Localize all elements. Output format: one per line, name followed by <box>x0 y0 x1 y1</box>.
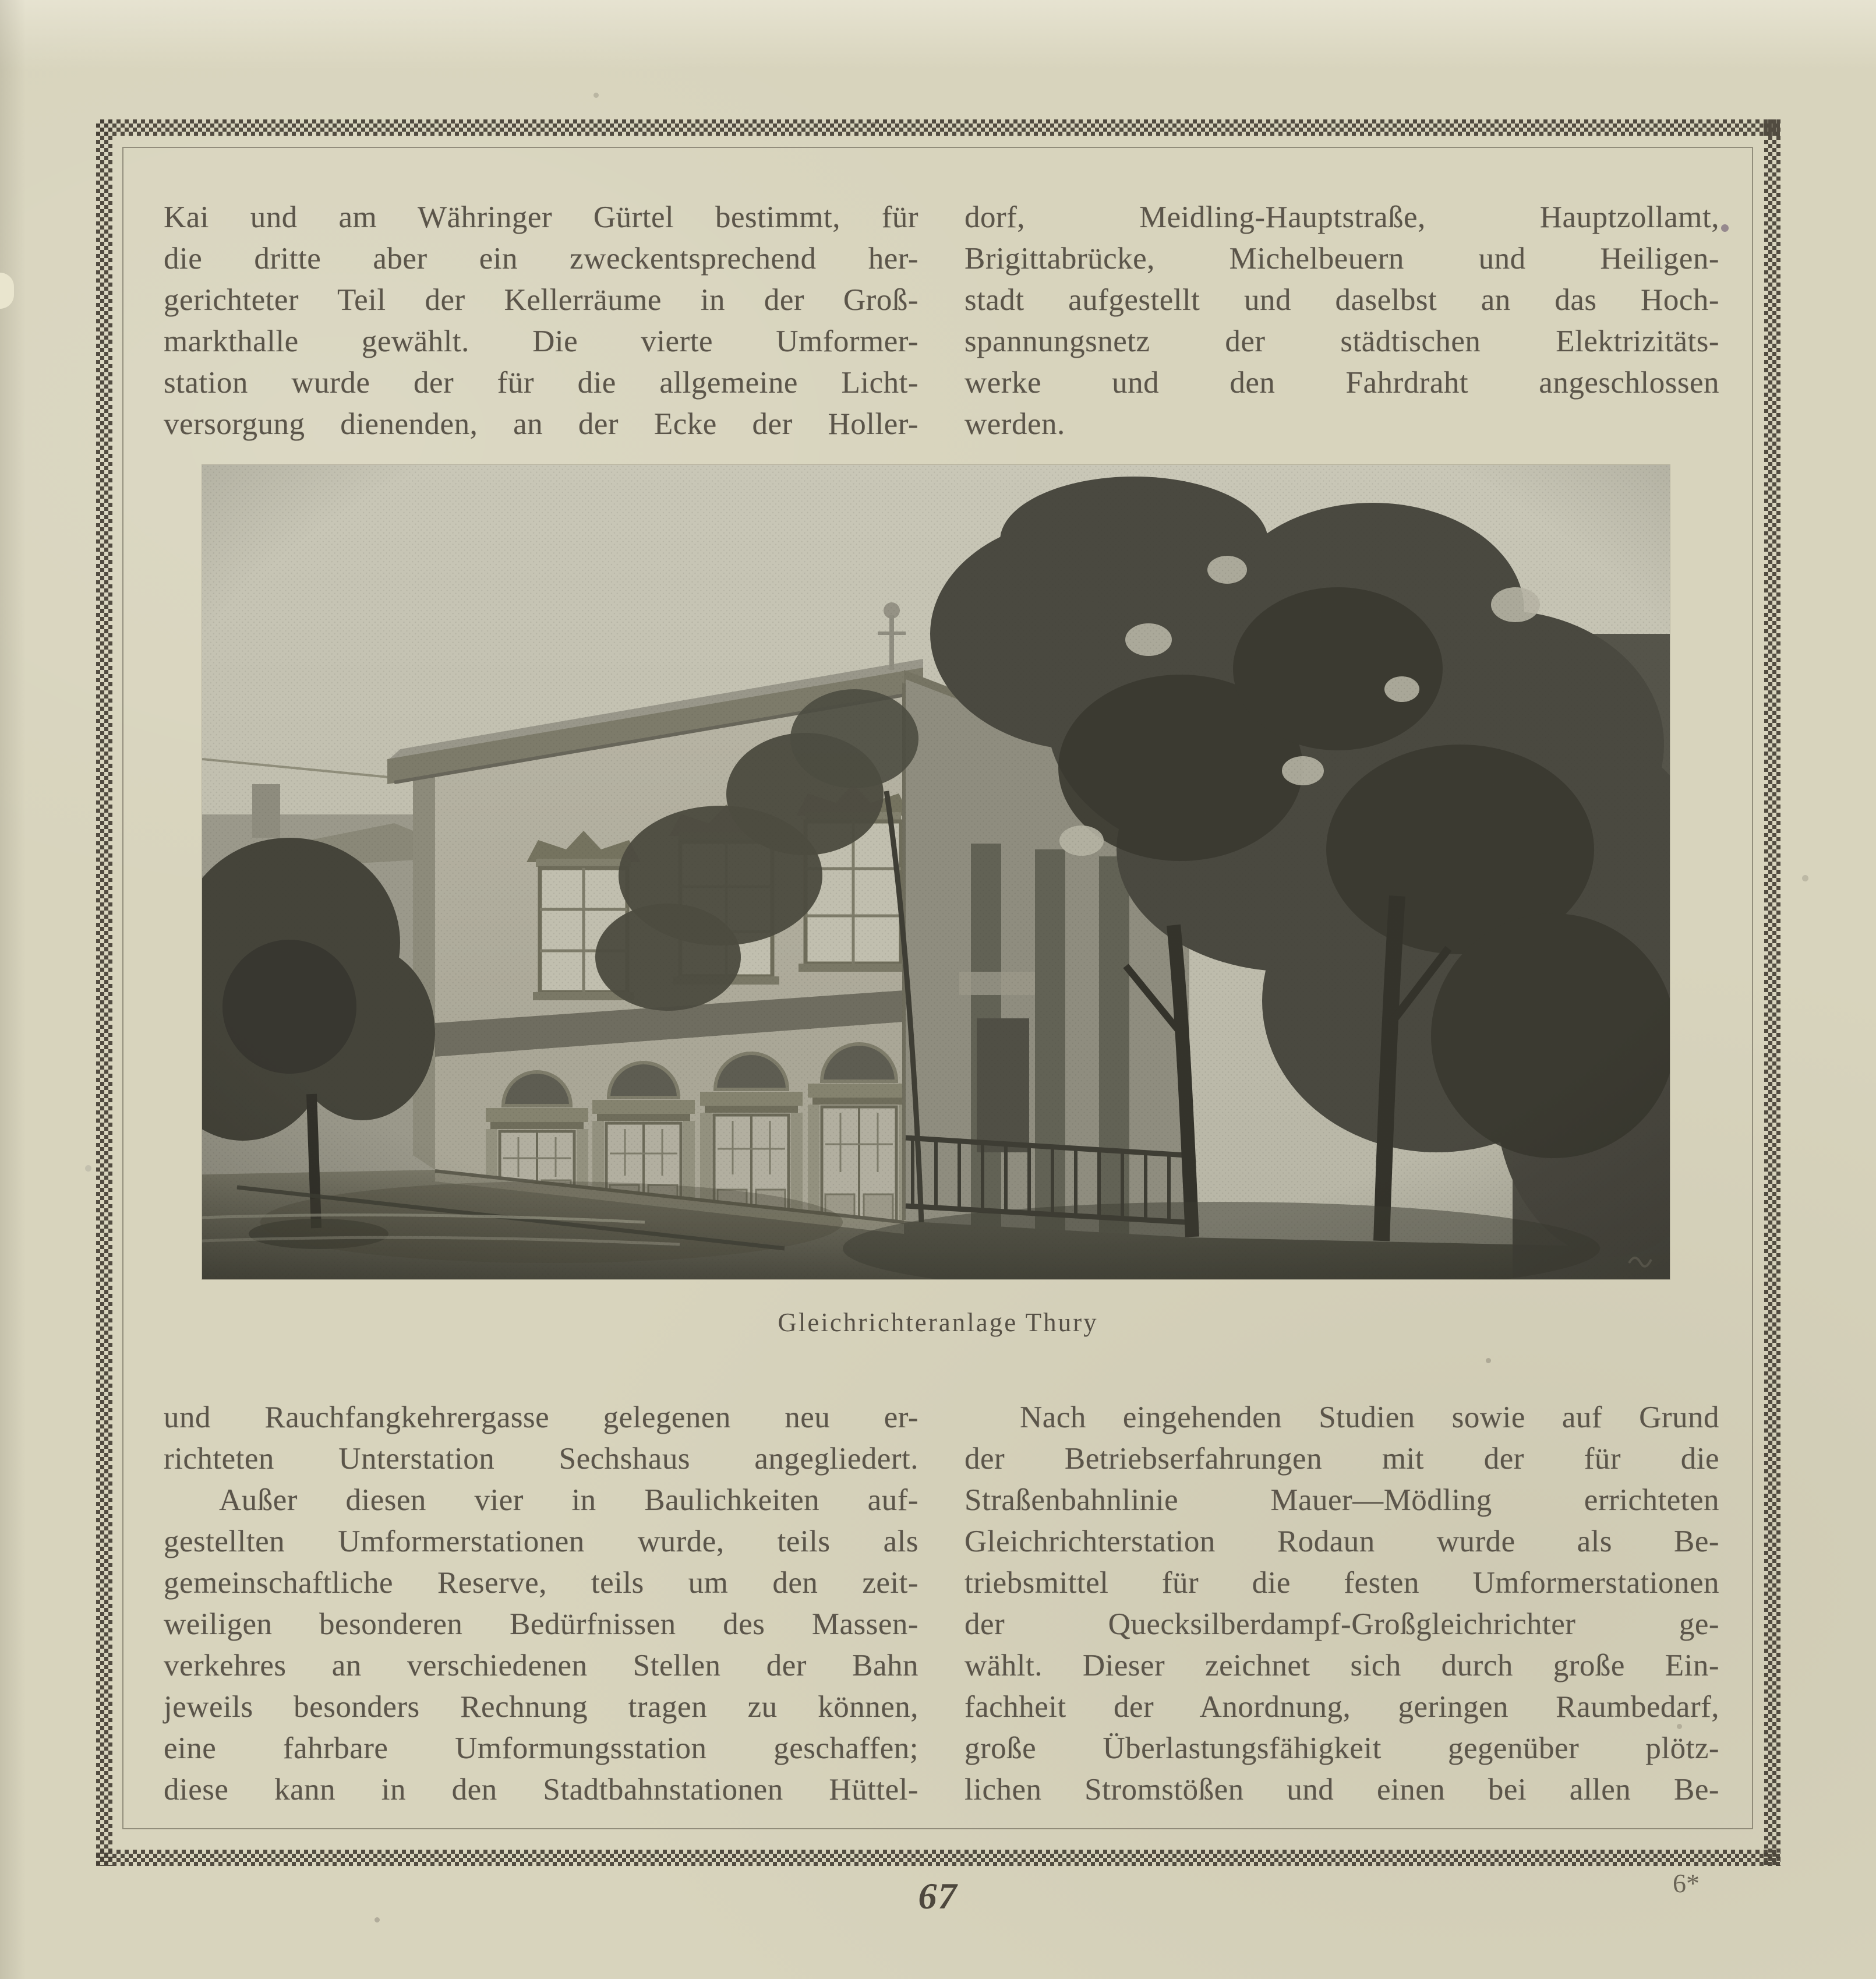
text-line: werke und den Fahrdraht angeschlossen <box>965 366 1719 400</box>
scan-specks <box>0 0 4 4</box>
text-line: richteten Unterstation Sechshaus angegliedert. <box>164 1442 918 1476</box>
text-line: triebsmittel für die festen Umformerstationen <box>965 1566 1719 1600</box>
text-line: jeweils besonders Rechnung tragen zu können, <box>164 1690 918 1724</box>
text-column-bottom-left <box>164 1397 918 1811</box>
text-line: der Betriebserfahrungen mit der für die <box>965 1442 1719 1476</box>
text-line: diese kann in den Stadtbahnstationen Hüttel- <box>164 1773 918 1807</box>
text-line: verkehres an verschiedenen Stellen der Bahn <box>164 1649 918 1682</box>
text-line: lichen Stromstößen und einen bei allen Be- <box>965 1773 1719 1807</box>
checkered-border-left <box>96 119 112 1866</box>
text-line: gerichteter Teil der Kellerräume in der Groß- <box>164 283 918 317</box>
figure-caption: Gleichrichteranlage Thury <box>778 1308 1098 1337</box>
text-column-top-left <box>164 197 918 445</box>
scan-light-band <box>0 0 1876 70</box>
photo-illustration <box>202 465 1670 1279</box>
page-number: 67 <box>918 1875 958 1917</box>
text-line: versorgung dienenden, an der Ecke der Holler- <box>164 407 918 441</box>
text-line: gemeinschaftliche Reserve, teils um den zeit- <box>164 1566 918 1600</box>
text-line: große Überlastungsfähigkeit gegenüber plötz- <box>965 1731 1719 1765</box>
checkered-border-right <box>1764 119 1780 1866</box>
checkered-border-bottom <box>96 1850 1780 1866</box>
text-line: station wurde der für die allgemeine Licht- <box>164 366 918 400</box>
text-line: dorf, Meidling-Hauptstraße, Hauptzollamt, <box>965 200 1719 234</box>
text-line: und Rauchfangkehrergasse gelegenen neu er- <box>164 1401 918 1434</box>
text-line: Gleichrichterstation Rodaun wurde als Be- <box>965 1525 1719 1558</box>
text-line: eine fahrbare Umformungsstation geschaffen; <box>164 1731 918 1765</box>
text-line: Brigittabrücke, Michelbeuern und Heiligen- <box>965 242 1719 276</box>
text-line: weiligen besonderen Bedürfnissen des Massen- <box>164 1607 918 1641</box>
text-line: Straßenbahnlinie Mauer—Mödling errichteten <box>965 1483 1719 1517</box>
figure-photo <box>202 465 1670 1279</box>
text-line: werden. <box>965 407 1065 441</box>
text-line: der Quecksilberdampf-Großgleichrichter ge- <box>965 1607 1719 1641</box>
printer-signature-mark: 6* <box>1673 1868 1700 1898</box>
text-column-top-right <box>965 197 1719 445</box>
text-line: die dritte aber ein zweckentsprechend her- <box>164 242 918 276</box>
text-line: stadt aufgestellt und daselbst an das Hoch- <box>965 283 1719 317</box>
text-line: Außer diesen vier in Baulichkeiten auf- <box>219 1483 918 1517</box>
text-line: fachheit der Anordnung, geringen Raumbedarf, <box>965 1690 1719 1724</box>
text-line: markthalle gewählt. Die vierte Umformer- <box>164 324 918 358</box>
text-line: wählt. Dieser zeichnet sich durch große Ein- <box>965 1649 1719 1682</box>
photo-vignette <box>202 465 1670 1279</box>
text-line: spannungsnetz der städtischen Elektrizitäts- <box>965 324 1719 358</box>
checkered-border-top <box>96 119 1780 136</box>
text-line: Kai und am Währinger Gürtel bestimmt, für <box>164 200 918 234</box>
text-line: gestellten Umformerstationen wurde, teils als <box>164 1525 918 1558</box>
text-line: Nach eingehenden Studien sowie auf Grund <box>1020 1401 1719 1434</box>
text-column-bottom-right <box>965 1397 1719 1811</box>
